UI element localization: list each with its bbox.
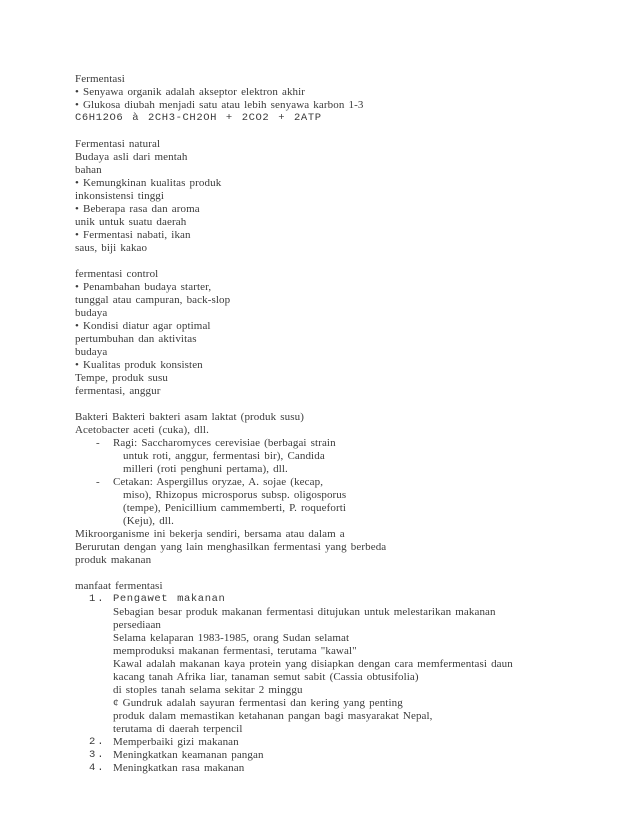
text-line: produk makanan bbox=[75, 554, 152, 566]
text-line: terutama di daerah terpencil bbox=[113, 723, 243, 735]
text-line: milleri (roti penghuni pertama), dll. bbox=[123, 463, 288, 475]
paragraph-block bbox=[75, 73, 585, 125]
text-line: • Senyawa organik adalah akseptor elektron akhir bbox=[75, 86, 306, 98]
text-line: C6H12O6 à 2CH3-CH2OH + 2CO2 + 2ATP bbox=[75, 112, 322, 124]
text-line: tunggal atau campuran, back-slop bbox=[75, 294, 231, 306]
text-line: (Keju), dll. bbox=[123, 515, 174, 527]
text-line: • Penambahan budaya starter, bbox=[75, 281, 212, 293]
text-line: Tempe, produk susu bbox=[75, 372, 168, 384]
line-text: Pengawet makanan bbox=[113, 593, 226, 605]
text-line: • Kemungkinan kualitas produk bbox=[75, 177, 222, 189]
text-line: Sebagian besar produk makanan fermentasi ditujukan untuk melestarikan makanan bbox=[113, 606, 496, 618]
text-line: • Kualitas produk konsisten bbox=[75, 359, 203, 371]
list-marker: 2. bbox=[89, 736, 106, 748]
text-line: untuk roti, anggur, fermentasi bir), Candida bbox=[123, 450, 325, 462]
text-line: inkonsistensi tinggi bbox=[75, 190, 165, 202]
list-marker: 4. bbox=[89, 762, 106, 774]
paragraph-block bbox=[75, 268, 585, 398]
text-line: kacang tanah Afrika liar, tanaman semut sabit (Cassia obtusifolia) bbox=[113, 671, 419, 683]
text-line: • Fermentasi nabati, ikan bbox=[75, 229, 191, 241]
list-marker: - bbox=[96, 476, 100, 488]
text-line: • Glukosa diubah menjadi satu atau lebih senyawa karbon 1-3 bbox=[75, 99, 364, 111]
text-line: budaya bbox=[75, 346, 108, 358]
text-line: budaya bbox=[75, 307, 108, 319]
text-line bbox=[75, 593, 585, 606]
text-line: Bakteri Bakteri bakteri asam laktat (produk susu) bbox=[75, 411, 304, 423]
paragraph-block bbox=[75, 580, 585, 775]
text-line: (tempe), Penicillium cammemberti, P. roqueforti bbox=[123, 502, 347, 514]
text-line: Acetobacter aceti (cuka), dll. bbox=[75, 424, 209, 436]
text-line bbox=[75, 762, 585, 775]
text-line: • Kondisi diatur agar optimal bbox=[75, 320, 211, 332]
text-line: Berurutan dengan yang lain menghasilkan fermentasi yang berbeda bbox=[75, 541, 387, 553]
text-line: saus, biji kakao bbox=[75, 242, 148, 254]
text-line bbox=[75, 736, 585, 749]
text-line: • Beberapa rasa dan aroma bbox=[75, 203, 200, 215]
text-line: Selama kelaparan 1983-1985, orang Sudan selamat bbox=[113, 632, 350, 644]
text-line: Fermentasi bbox=[75, 73, 125, 85]
text-line: ¢ Gundruk adalah sayuran fermentasi dan kering yang penting bbox=[113, 697, 403, 709]
text-line: pertumbuhan dan aktivitas bbox=[75, 333, 197, 345]
text-line: Budaya asli dari mentah bbox=[75, 151, 188, 163]
text-line: miso), Rhizopus microsporus subsp. oligosporus bbox=[123, 489, 347, 501]
text-line bbox=[75, 476, 585, 489]
line-text: Ragi: Saccharomyces cerevisiae (berbagai strain bbox=[113, 437, 336, 449]
text-line: produk dalam memastikan ketahanan pangan bagi masyarakat Nepal, bbox=[113, 710, 433, 722]
text-line: Kawal adalah makanan kaya protein yang disiapkan dengan cara memfermentasi daun bbox=[113, 658, 513, 670]
text-line: Mikroorganisme ini bekerja sendiri, bersama atau dalam a bbox=[75, 528, 345, 540]
text-line: manfaat fermentasi bbox=[75, 580, 163, 592]
paragraph-block bbox=[75, 138, 585, 255]
list-marker: - bbox=[96, 437, 100, 449]
list-marker: 1. bbox=[89, 593, 106, 605]
text-line: memproduksi makanan fermentasi, terutama "kawal" bbox=[113, 645, 357, 657]
list-marker: 3. bbox=[89, 749, 106, 761]
text-line: fermentasi, anggur bbox=[75, 385, 161, 397]
text-line bbox=[75, 749, 585, 762]
text-line: fermentasi control bbox=[75, 268, 159, 280]
line-text: Memperbaiki gizi makanan bbox=[113, 736, 239, 748]
text-line bbox=[75, 437, 585, 450]
text-line: unik untuk suatu daerah bbox=[75, 216, 187, 228]
text-line: bahan bbox=[75, 164, 102, 176]
line-text: Cetakan: Aspergillus oryzae, A. sojae (kecap, bbox=[113, 476, 324, 488]
text-line: Fermentasi natural bbox=[75, 138, 161, 150]
line-text: Meningkatkan rasa makanan bbox=[113, 762, 245, 774]
text-line: di stoples tanah selama sekitar 2 minggu bbox=[113, 684, 303, 696]
text-line: persediaan bbox=[113, 619, 162, 631]
paragraph-block bbox=[75, 411, 585, 567]
line-text: Meningkatkan keamanan pangan bbox=[113, 749, 264, 761]
text-body bbox=[75, 73, 585, 775]
